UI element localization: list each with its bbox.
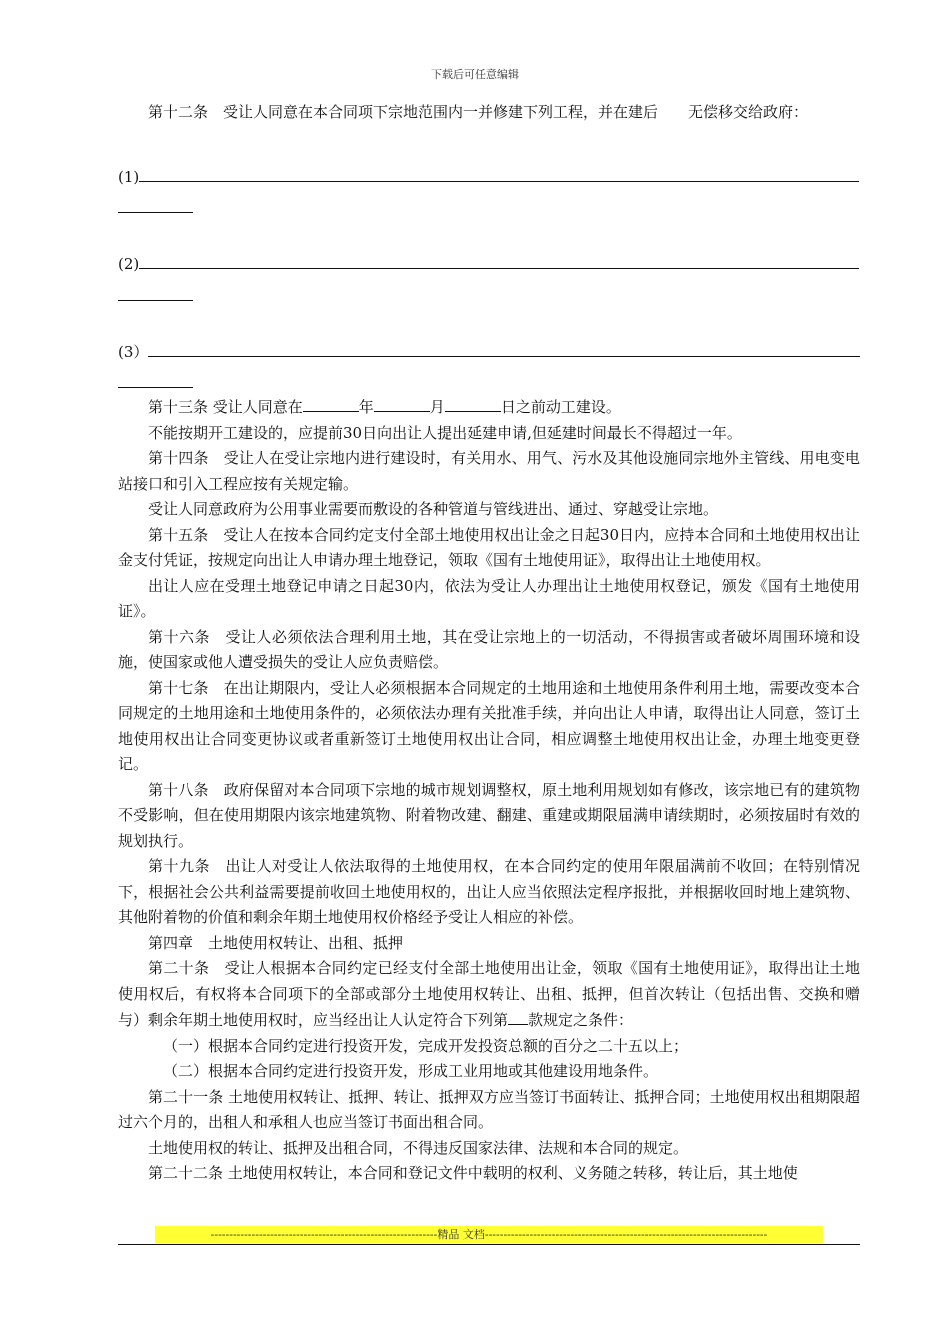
article-20-item-2: （二）根据本合同约定进行投资开发，形成工业用地或其他建设用地条件。: [163, 1062, 659, 1080]
blank-item-label: (3）: [118, 342, 149, 361]
fill-line[interactable]: [148, 339, 860, 357]
blank-item-label: (1): [118, 167, 140, 186]
fill-line-continued[interactable]: [118, 190, 193, 213]
article-22: 第二十二条 土地使用权转让，本合同和登记文件中载明的权利、义务随之转移，转让后，其土地使: [148, 1164, 798, 1182]
article-17: 第十七条 在出让期限内，受让人必须根据本合同规定的土地用途和土地使用条件利用土地，需要改变本合同规定的土地用途和土地使用条件的，必须依法办理有关批准手续，并向出让人申请，取得出让人同意，签订土地使用权出让合同变更协议或者重新签订土地使用权出让合同，相应调整土地使用权出让金，办理土地变更登记。: [118, 678, 860, 773]
article-14: 第十四条 受让人在受让宗地内进行建设时，有关用水、用气、污水及其他设施同宗地外主管线、用电变电站接口和引入工程应按有关规定输。: [118, 449, 860, 493]
fill-line-continued[interactable]: [118, 365, 193, 388]
footer-banner: -------------------------------------------------------------精品 文档----------------------------------------------------------------------------: [155, 1226, 823, 1243]
fill-line-continued[interactable]: [118, 278, 193, 301]
article-14-pipelines: 受让人同意政府为公用事业需要而敷设的各种管道与管线进出、通过、穿越受让宗地。: [148, 500, 719, 518]
blank-item-1: [118, 164, 860, 214]
fill-line[interactable]: [139, 251, 859, 269]
article-19: 第十九条 出让人对受让人依法取得的土地使用权，在本合同约定的使用年限届满前不收回；在特别情况下，根据社会公共利益需要提前收回土地使用权的，出让人应当依照法定程序报批，并根据收回时地上建筑物、其他附着物的价值和剩余年期土地使用权价格经予受让人相应的补偿。: [118, 857, 860, 926]
fill-line[interactable]: [139, 164, 859, 182]
page-header: 下载后可任意编辑: [431, 68, 519, 81]
article-13-extension: 不能按期开工建设的，应提前30日向出让人提出延建申请,但延建时间最长不得超过一年。: [148, 423, 742, 442]
blank-item-label: (2): [118, 255, 140, 273]
article-13: 第十三条 受让人同意在 年 月 日之前动工建设。: [118, 394, 860, 421]
article-18: 第十八条 政府保留对本合同项下宗地的城市规划调整权，原土地利用规划如有修改，该宗地已有的建筑物不受影响，但在使用期限内该宗地建筑物、附着物改建、翻建、重建或期限届满申请续期时，必须按届时有效的规划执行。: [118, 780, 860, 850]
clause-blank[interactable]: [508, 1007, 528, 1025]
article-15-registration: 出让人应在受理土地登记申请之日起30内，依法为受让人办理出让土地使用权登记，颁发《国有土地使用证》。: [118, 576, 860, 620]
blank-item-3: [118, 339, 860, 389]
day-blank[interactable]: [445, 394, 501, 412]
footer-label: 精品 文档: [437, 1228, 485, 1241]
article-20: 第二十条 受让人根据本合同约定已经支付全部土地使用出让金，领取《国有土地使用证》，取得出让土地使用权后，有权将本合同项下的全部或部分土地使用权转让、出租、抵押，但首次转让（包括出售、交换和赠与）剩余年期土地使用权时，应当经出让人认定符合下列第 款规定之条件：: [118, 959, 860, 1029]
year-blank[interactable]: [303, 394, 359, 412]
footer-rule: [118, 1244, 860, 1245]
document-body: [118, 100, 860, 1187]
article-16: 第十六条 受让人必须依法合理利用土地，其在受让宗地上的一切活动，不得损害或者破坏周围环境和设施，使国家或他人遭受损失的受让人应负责赔偿。: [118, 627, 860, 671]
article-21: 第二十一条 土地使用权转让、抵押、转让、抵押双方应当签订书面转让、抵押合同；土地使用权出租期限超过六个月的，出租人和承租人也应当签订书面出租合同。: [118, 1087, 860, 1131]
chapter-4-heading: 第四章 土地使用权转让、出租、抵押: [148, 933, 404, 952]
article-21-compliance: 土地使用权的转让、抵押及出租合同，不得违反国家法律、法规和本合同的规定。: [148, 1138, 689, 1157]
article-20-item-1: （一）根据本合同约定进行投资开发，完成开发投资总额的百分之二十五以上；: [163, 1036, 689, 1055]
month-blank[interactable]: [374, 394, 430, 412]
article-12: 第十二条 受让人同意在本合同项下宗地范围内一并修建下列工程，并在建后 无偿移交给政府：: [148, 103, 809, 121]
blank-item-2: [118, 251, 860, 301]
article-15: 第十五条 受让人在按本合同约定支付全部土地使用权出让金之日起30日内，应持本合同和土地使用权出让金支付凭证，按规定向出让人申请办理土地登记，领取《国有土地使用证》，取得出让土地使用权。: [118, 525, 860, 569]
